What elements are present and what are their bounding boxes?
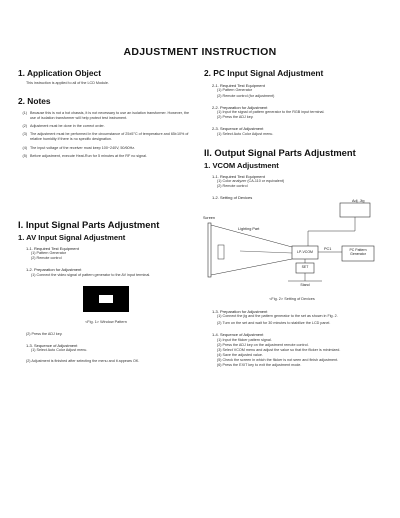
lighting-part-shape xyxy=(218,245,224,259)
left-column xyxy=(18,68,194,365)
subsection-heading: 2-1. Required Test Equipment xyxy=(212,83,265,88)
part-i-heading: I. Input Signal Parts Adjustment xyxy=(18,218,160,230)
sequence-item: (3) Select VCOM menu and adjust the value so that the flicker is minimized. xyxy=(217,347,341,352)
part-ii-heading: II. Output Signal Parts Adjustment xyxy=(204,146,356,158)
subsection-heading: 1-4. Sequence of Adjustment xyxy=(212,332,264,338)
figure-1-caption: <Fig. 1> Window Pattern xyxy=(85,319,127,324)
subsection-heading: 1-2. Preparation for Adjustment xyxy=(26,267,82,273)
adj-jig-label: Adj. Jig xyxy=(352,198,365,203)
equipment-item: (1) Pattern Generator xyxy=(217,88,253,93)
subsection-heading: 1-1. Required Test Equipment xyxy=(212,173,265,179)
pc-input-adjustment-heading: 2. PC Input Signal Adjustment xyxy=(204,68,324,78)
sequence-item: (5) Check the screen in which the flicker is not seen and finish adjustment. xyxy=(217,358,339,363)
note-item: (1) Because this is not a hot chassis, it is not necessary to use an isolation transformer. However, the use of isolation transformer will help protect test instrument. xyxy=(22,111,190,121)
subsection-heading: 1-1. Required Test Equipment xyxy=(26,245,79,251)
sequence-item: (1) Select Auto Color Adjust menu. xyxy=(31,348,88,353)
preparation-item: (1) Input the signal of pattern generator to the RGB input terminal. xyxy=(217,110,325,114)
pc1-label: PC1 xyxy=(324,246,332,251)
preparation-item: (2) Press the ADJ key. xyxy=(26,331,63,336)
section-application-object-heading: 1. Application Object xyxy=(18,68,101,78)
sequence-item: (6) Press the EXIT key to exit the adjustment mode. xyxy=(217,363,302,368)
note-item: (3) The adjustment must be performed in the circumstance of 25±5°C of temperature and 65±10% of relative humidity if there is no specific designation. xyxy=(22,132,189,142)
window-pattern-figure xyxy=(83,286,129,312)
stand-label: Stand xyxy=(300,282,310,287)
subsection-heading: 2-3. Sequence of Adjustment xyxy=(212,126,264,132)
preparation-item: (1) Connect the jig and the pattern generator to the set as shown in Fig. 2. xyxy=(217,314,338,319)
page-title: ADJUSTMENT INSTRUCTION xyxy=(123,46,277,58)
preparation-item: (1) Connect the video signal of pattern generator to the AV input terminal. xyxy=(31,272,151,277)
screen-shape xyxy=(208,223,211,277)
application-object-text: This instruction is applied to all of the LCD Module. xyxy=(26,81,110,85)
equipment-item: (2) Remote control xyxy=(217,184,248,189)
section-notes-heading: 2. Notes xyxy=(18,96,51,107)
sequence-item: (2) Press the ADJ key on the adjustment remote control. xyxy=(217,342,309,347)
right-column xyxy=(204,68,380,368)
set-label: SET xyxy=(301,264,309,269)
sequence-item: (2) Adjustment is finished after selecting the menu and it appears OK. xyxy=(26,359,140,364)
equipment-item: (2) Remote control (for adjustment) xyxy=(217,93,275,98)
preparation-item: (2) Press the ADJ key. xyxy=(217,115,254,120)
subsection-heading: 2-2. Preparation for Adjustment xyxy=(212,104,268,110)
subsection-heading: 1-2. Setting of Devices xyxy=(212,195,253,201)
screen-label: Screen xyxy=(203,215,216,220)
note-item: (2) Adjustment must be done in the correct order. xyxy=(22,124,105,129)
sequence-item: (1) Input the flicker pattern signal. xyxy=(217,337,272,342)
adj-jig-box xyxy=(340,203,370,217)
av-input-adjustment-heading: 1. AV Input Signal Adjustment xyxy=(18,232,126,242)
note-item: (4) The input voltage of the receiver must keep 100~240V, 50/60Hz. xyxy=(22,145,136,150)
lcd-unit-label: LP-VCOM xyxy=(297,249,313,254)
note-item: (5) Before adjustment, execute Heat-Run for 5 minutes at the RF no signal. xyxy=(22,153,148,158)
subsection-heading: 1-3. Preparation for Adjustment xyxy=(212,308,268,314)
subsection-heading: 1-3. Sequence of Adjustment xyxy=(26,342,78,348)
equipment-item: (1) Pattern Generator xyxy=(31,251,67,256)
pc-pattern-generator-label: PC Pattern Generator xyxy=(349,247,367,257)
figure-2-caption: <Fig. 2> Setting of Devices xyxy=(269,296,315,301)
sequence-item: (1) Select Auto Color Adjust menu. xyxy=(217,131,274,136)
lighting-part-label: Lighting Part xyxy=(238,226,260,231)
equipment-item: (1) Color analyzer (CA-110 or equivalent) xyxy=(217,179,285,184)
equipment-item: (2) Remote control xyxy=(31,256,62,261)
vcom-adjustment-heading: 1. VCOM Adjustment xyxy=(204,160,279,170)
preparation-item: (2) Turn on the set and wait for 30 minutes to stabilize the LCD panel. xyxy=(217,321,331,326)
sequence-item: (4) Save the adjusted value. xyxy=(217,352,263,357)
